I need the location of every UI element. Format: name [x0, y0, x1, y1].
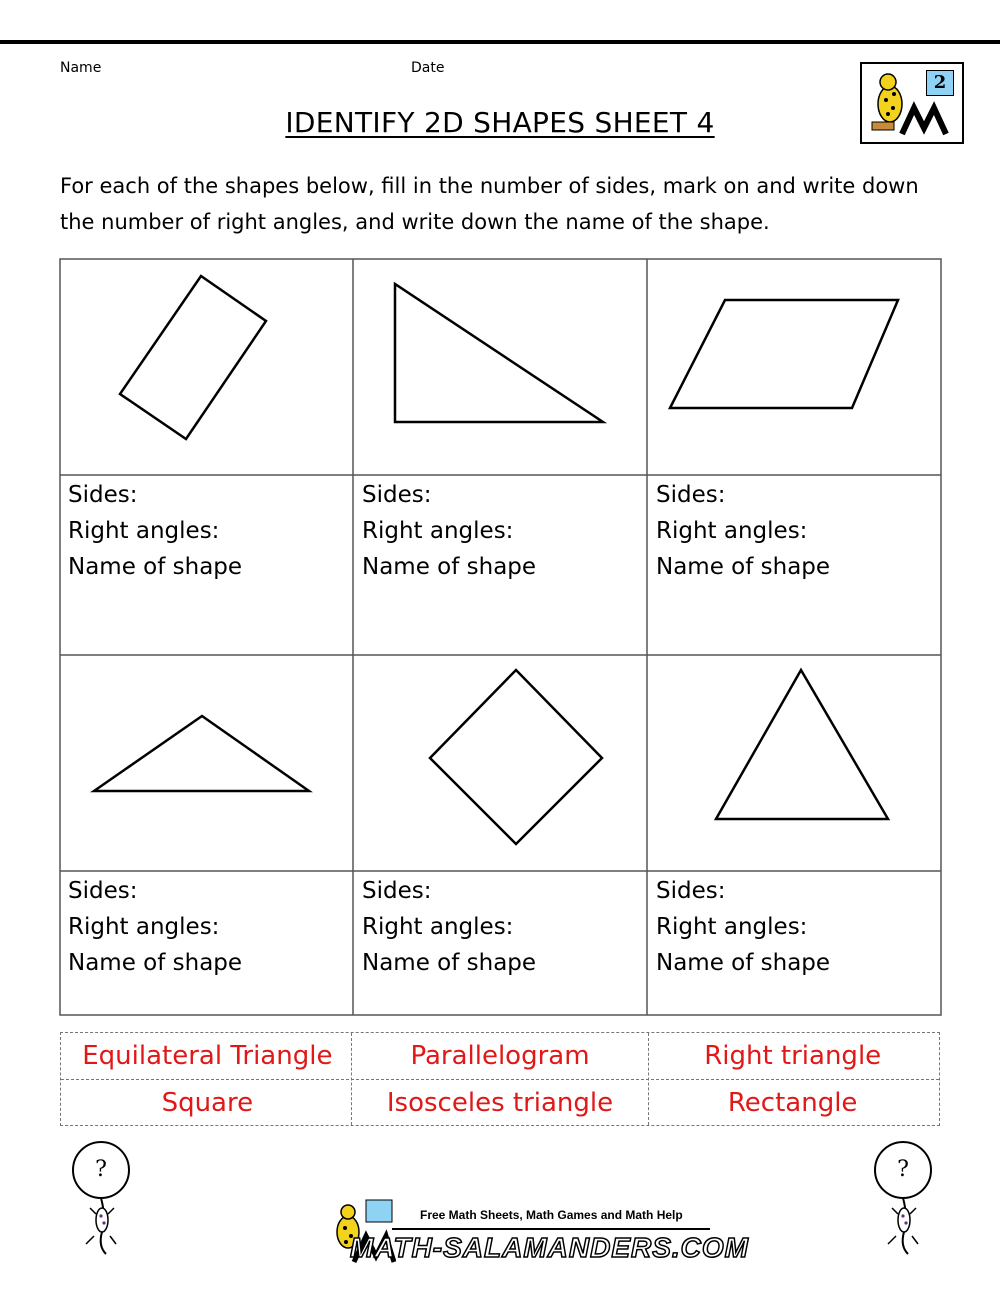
answer-cell-5: [362, 873, 536, 981]
shape-name-label: Name of shape: [656, 950, 831, 976]
word-bank-item: Parallelogram: [410, 1041, 590, 1071]
date-label: Date: [411, 60, 445, 76]
right-angles-label: Right angles:: [656, 914, 808, 940]
hint-question-icon: ?: [72, 1141, 130, 1199]
answer-cell-2: [362, 477, 536, 585]
right-angles-label: Right angles:: [656, 518, 808, 544]
page-title: IDENTIFY 2D SHAPES SHEET 4: [285, 106, 715, 139]
sides-label: Sides:: [362, 482, 432, 508]
word-bank: [60, 1032, 940, 1126]
right-angles-label: Right angles:: [362, 914, 514, 940]
answer-cell-3: [656, 477, 830, 585]
shape-name-label: Name of shape: [656, 554, 831, 580]
shape-name-label: Name of shape: [68, 950, 243, 976]
word-bank-item: Isosceles triangle: [386, 1088, 614, 1118]
sides-label: Sides:: [656, 482, 726, 508]
name-label: Name: [60, 60, 102, 76]
square-shape: [430, 670, 602, 844]
word-bank-item: Square: [161, 1088, 254, 1118]
sides-label: Sides:: [68, 878, 138, 904]
hint-question-icon: ?: [874, 1141, 932, 1199]
salamander-icon: [878, 1196, 928, 1256]
footer-rule: [392, 1228, 710, 1230]
shape-name-label: Name of shape: [362, 950, 537, 976]
right-angles-label: Right angles:: [68, 914, 220, 940]
right-angles-label: Right angles:: [362, 518, 514, 544]
parallelogram-shape: [670, 300, 898, 408]
word-bank-row: [61, 1080, 939, 1126]
word-bank-item: Equilateral Triangle: [82, 1041, 333, 1071]
answer-cell-6: [656, 873, 830, 981]
footer-brand: MATH-SALAMANDERS.COM: [350, 1232, 749, 1263]
sides-label: Sides:: [362, 878, 432, 904]
equilateral-triangle-shape: [716, 670, 888, 819]
answer-cell-1: [68, 477, 242, 585]
right-triangle-shape: [395, 284, 603, 422]
shape-name-label: Name of shape: [68, 554, 243, 580]
grade-badge: 2: [926, 70, 954, 96]
word-bank-row: [61, 1033, 939, 1079]
word-bank-divider: [61, 1079, 939, 1080]
footer-tagline: Free Math Sheets, Math Games and Math Help: [420, 1208, 683, 1222]
answer-cell-4: [68, 873, 242, 981]
salamander-icon: [76, 1196, 126, 1256]
isosceles-triangle-shape: [94, 716, 309, 791]
word-bank-divider: [351, 1033, 352, 1125]
word-bank-item: Rectangle: [727, 1088, 858, 1118]
instructions: For each of the shapes below, fill in the number of sides, mark on and write down the number of right angles, and write down the name of the shape.: [60, 174, 919, 234]
word-bank-divider: [648, 1033, 649, 1125]
rotated-rectangle-shape: [120, 276, 266, 439]
right-angles-label: Right angles:: [68, 518, 220, 544]
sides-label: Sides:: [68, 482, 138, 508]
word-bank-item: Right triangle: [704, 1041, 882, 1071]
shape-name-label: Name of shape: [362, 554, 537, 580]
sides-label: Sides:: [656, 878, 726, 904]
